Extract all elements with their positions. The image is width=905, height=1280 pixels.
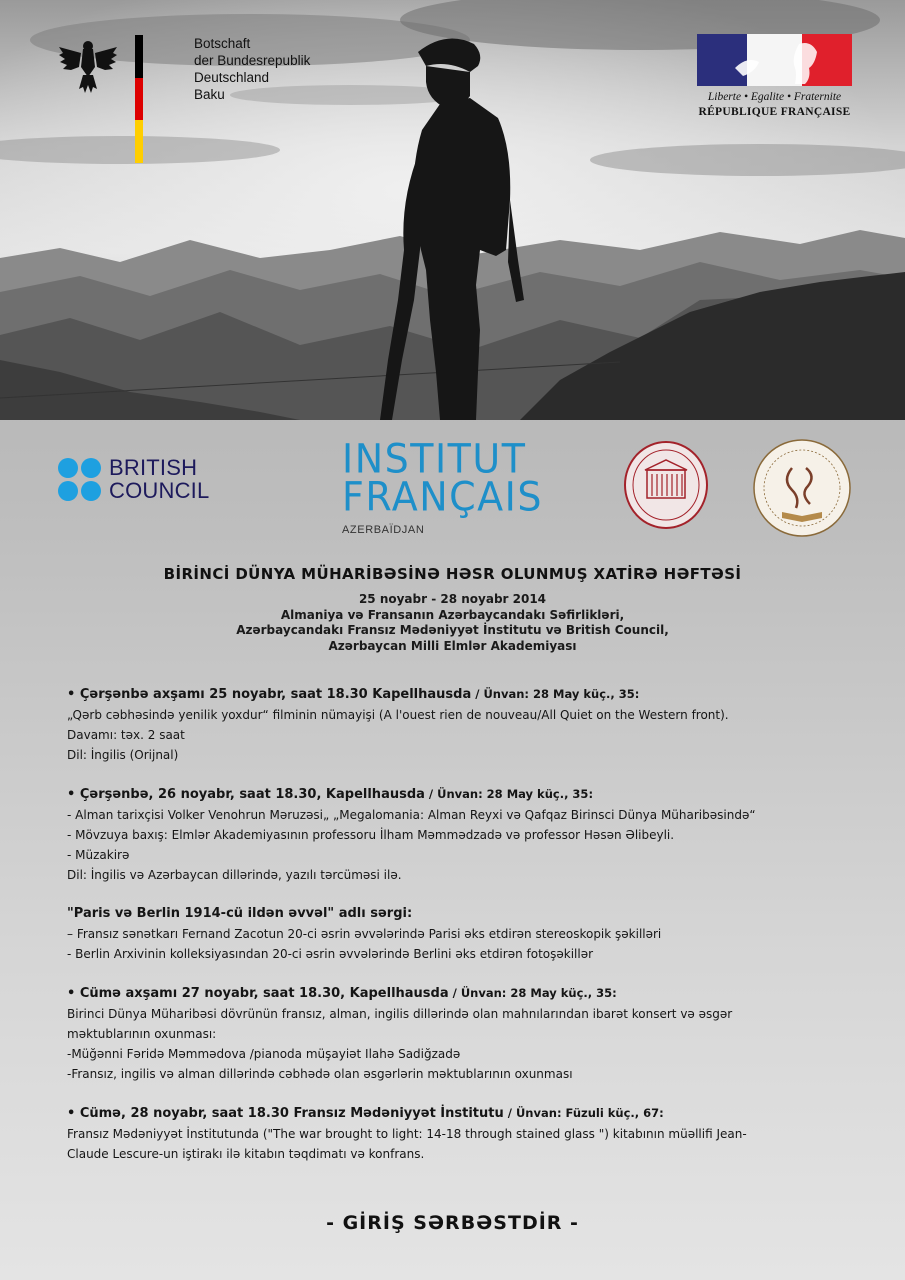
organizer-line: Azərbaycandakı Fransız Mədəniyyət İnstitutu və British Council,	[236, 623, 669, 637]
british-council-dots-icon	[57, 457, 103, 503]
organizer-line: Almaniya və Fransanın Azərbaycandakı Səfirlikləri,	[280, 607, 625, 622]
institut-francais-line: FRANÇAIS	[342, 473, 543, 521]
event-detail: - Müzakirə	[67, 848, 130, 862]
event-detail: Dil: İngilis (Orijnal)	[67, 748, 179, 762]
event-item	[67, 784, 857, 885]
french-flag	[697, 34, 852, 86]
poster-headline	[0, 565, 905, 654]
french-republic-logo	[697, 34, 852, 126]
french-republic-name: RÉPUBLIQUE FRANÇAISE	[698, 106, 851, 118]
hero-photo	[0, 0, 905, 420]
event-detail: „Qərb cəbhəsində yenilik yoxdur“ filminin nümayişi (A l'ouest rien de nouveau/All Quiet on the Western front).	[67, 708, 729, 722]
british-council-logo	[57, 455, 227, 505]
event-detail: məktublarının oxunması:	[67, 1027, 217, 1041]
event-title: • Cümə axşamı 27 noyabr, saat 18.30, Kapellhausda	[67, 986, 449, 1001]
event-address: / Ünvan: 28 May küç., 35:	[471, 687, 640, 701]
free-entry-banner: - GİRİŞ SƏRBƏSTDİR -	[326, 1212, 579, 1234]
event-heading	[67, 904, 857, 924]
event-detail: Davamı: təx. 2 saat	[67, 728, 185, 742]
event-detail: -Fransız, ingilis və alman dillərində cəbhədə olan əsgərlərin məktublarının oxunması	[67, 1067, 573, 1081]
academy-seal-icon	[623, 440, 709, 530]
german-embassy-line: der Bundesrepublik Deutschland	[194, 53, 311, 85]
british-council-line: COUNCIL	[109, 478, 210, 503]
event-item	[67, 983, 857, 1084]
event-list	[67, 684, 857, 1164]
event-dates: 25 noyabr - 28 noyabr 2014	[358, 592, 547, 606]
event-organizers-block	[0, 592, 905, 654]
organizer-line: Azərbaycan Milli Elmlər Akademiyası	[328, 638, 577, 653]
german-embassy-logo	[57, 35, 367, 165]
institut-francais-logo	[342, 435, 543, 536]
event-heading	[67, 684, 857, 705]
event-address: / Ünvan: Füzuli küç., 67:	[503, 1106, 664, 1120]
event-detail: Claude Lescure-un iştirakı ilə kitabın təqdimatı və konfrans.	[67, 1147, 425, 1161]
event-address: / Ünvan: 28 May küç., 35:	[448, 986, 617, 1000]
event-detail: Dil: İngilis və Azərbaycan dillərində, yazılı tərcüməsi ilə.	[67, 868, 402, 882]
event-detail: - Alman tarixçisi Volker Venohrun Məruzəsi„ „Megalomania: Alman Reyxi və Qafqaz Birinsci Dünya Müharibəsində“	[67, 808, 756, 822]
institut-francais-country: AZERBAÏDJAN	[342, 524, 425, 536]
british-council-line: BRITISH	[109, 455, 198, 480]
event-title: "Paris və Berlin 1914-cü ildən əvvəl" adlı sərgi:	[67, 906, 413, 921]
event-detail: - Berlin Arxivinin kolleksiyasından 20-ci əsrin əvvələrində Berlini əks etdirən fotoşəkillər	[67, 947, 594, 961]
german-embassy-line: Baku	[194, 87, 225, 102]
page-title: BİRİNCİ DÜNYA MÜHARİBƏSİNƏ HƏSR OLUNMUŞ XATİRƏ HƏFTƏSİ	[163, 565, 742, 583]
british-council-wordmark	[109, 456, 209, 502]
book-seal-icon	[752, 438, 852, 538]
event-detail: -Müğənni Fəridə Məmmədova /pianoda müşayiət Ilahə Sadiğzadə	[67, 1047, 461, 1061]
french-motto: Liberte • Egalite • Fraternite	[707, 91, 842, 103]
event-heading	[67, 983, 857, 1004]
event-heading	[67, 784, 857, 805]
eagle-icon	[57, 37, 119, 95]
event-detail: – Fransız sənətkarı Fernand Zacotun 20-ci əsrin əvvələrində Parisi əks etdirən stereoskopik şəkilləri	[67, 927, 662, 941]
event-detail: Birinci Dünya Müharibəsi dövrünün fransız, alman, ingilis dillərində olan mahnılarından ibarət konsert və əsgər	[67, 1007, 733, 1021]
event-item	[67, 1103, 857, 1164]
german-flag-bar	[135, 35, 143, 163]
event-item	[67, 904, 857, 964]
institut-francais-line: INSTITUT	[342, 435, 527, 483]
event-detail: - Mövzuya baxış: Elmlər Akademiyasının professoru İlham Məmmədzadə və professor Həsən Əlibeyli.	[67, 828, 675, 842]
german-embassy-name	[194, 35, 367, 103]
event-heading	[67, 1103, 857, 1124]
german-embassy-line: Botschaft	[194, 36, 251, 51]
event-title: • Cümə, 28 noyabr, saat 18.30 Fransız Mədəniyyət İnstitutu	[67, 1106, 504, 1121]
marianne-icon	[725, 38, 825, 86]
event-address: / Ünvan: 28 May küç., 35:	[424, 787, 594, 801]
event-item	[67, 684, 857, 765]
event-detail: Fransız Mədəniyyət İnstitutunda ("The war brought to light: 14-18 through stained glass ") kitabının müəllifi Jean-	[67, 1127, 747, 1141]
event-title: • Çərşənbə axşamı 25 noyabr, saat 18.30 Kapellhausda	[67, 687, 472, 702]
event-title: • Çərşənbə, 26 noyabr, saat 18.30, Kapellhausda	[67, 787, 425, 802]
